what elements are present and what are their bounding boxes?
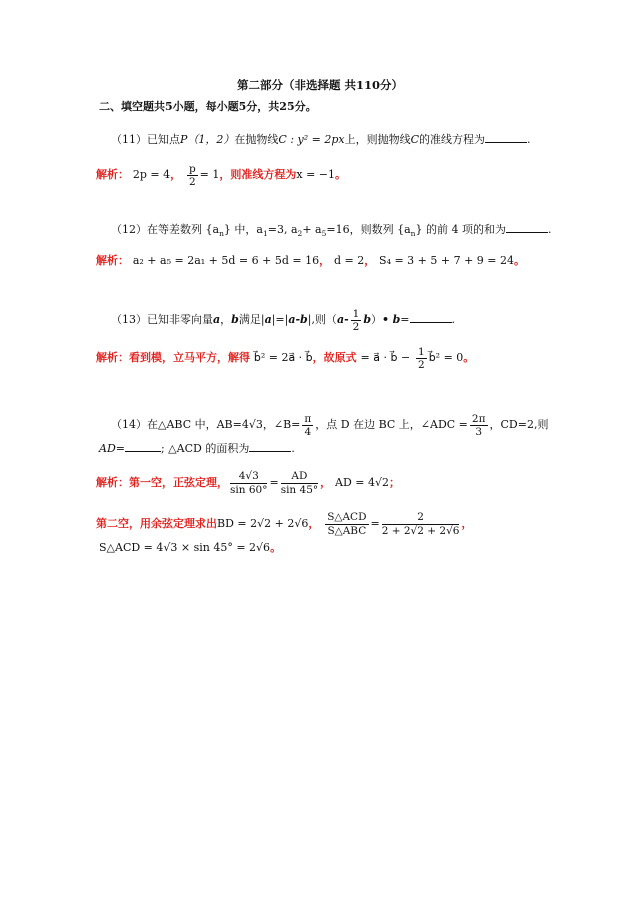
question-12 [111,222,552,241]
answer-14-part-1 [96,466,400,500]
q13-text: |,则（ [307,313,337,326]
answer-label: 解析：第一空，正弦定理， [96,476,228,489]
frac-den: 2 [352,320,360,333]
q12-text: =16，则数列 {a [326,223,411,236]
answer-blank[interactable] [410,312,452,323]
q12-text: + a [302,223,322,236]
a14-fraction [230,470,267,497]
vector-b: b [231,313,239,326]
question-13 [111,306,455,334]
q12-text: =3, a [267,223,298,236]
answer-11 [96,160,346,190]
q12-sub: 2 [297,229,303,239]
q14-text: ，CD=2,则 [489,418,549,431]
q13-dot: • [382,313,390,326]
a11-text: ，则准线方程为 [219,168,297,181]
answer-blank[interactable] [249,441,291,452]
a12-sum: S₄ = 3 + 5 + 7 + 9 = 24 [379,254,515,267]
frac-den: sin 60° [230,483,268,496]
a14-fraction [382,511,460,538]
a13-text: ，故原式 [312,351,357,364]
frac-num: 1 [418,345,425,358]
vector-a: a [336,313,345,326]
q11-end: . [527,133,531,146]
q14-fraction [302,413,313,438]
a13-end: 。 [463,351,475,364]
q12-sub: n [219,229,224,239]
answer-blank[interactable] [485,132,527,143]
a11-eq: = 1 [199,168,220,181]
answer-label: 解析：看到模，立马平方，解得 [96,351,250,364]
answer-14-part-2 [96,507,472,541]
q11-var: C [410,133,420,146]
a14-end: 。 [270,541,282,554]
frac-den: 2 [418,358,425,371]
answer-14-part-3 [99,541,281,555]
q12-sub: 1 [262,229,268,239]
frac-den: 3 [475,425,483,438]
a14-sep: ， [308,517,320,530]
a14-end: ； [388,476,400,489]
a14-sep: ， [461,517,473,530]
q12-sub: n [410,229,416,239]
frac-num: p [188,162,196,175]
q13-end: . [451,313,455,326]
a11-result: x = −1 [296,168,336,181]
frac-num: AD [281,470,318,484]
answer-13 [96,343,474,373]
q12-text: } 中，a [223,223,263,236]
section-heading: 二、填空题共5小题，每小题5分，共25分。 [99,100,317,113]
a14-eq: = [370,517,380,530]
frac-den: S△ABC [327,524,367,537]
q14-text: （14）在△ABC 中，AB=4√3，∠B= [111,418,301,431]
vector-a-minus-b: a-b [288,313,308,326]
q11-point: P（1，2） [180,133,235,146]
a14-fraction [325,511,368,538]
a12-sep: ， [319,254,331,267]
frac-num: 1 [352,307,360,320]
answer-12 [96,254,525,268]
q11-text: （11）已知点 [111,133,180,146]
q14-text: ; △ACD 的面积为 [160,442,250,455]
q14-text: ，点 D 在边 BC 上，∠ADC = [315,418,468,431]
frac-num: S△ACD [327,510,367,523]
answer-blank[interactable] [125,441,161,452]
q11-text: 上，则抛物线 [344,133,411,146]
a14-fraction [281,470,318,497]
a13-eq: b⃗² = 0 [428,351,464,364]
q12-sub: 5 [321,229,327,239]
frac-num: 4√3 [230,470,267,484]
a11-fraction [187,163,198,188]
a13-eq: b⃗² = 2a⃗ · b⃗ [253,351,313,364]
q13-text: 满足| [238,313,265,326]
answer-label: 第二空，用余弦定理求出 [96,517,217,530]
frac-den: 2 + 2√2 + 2√6 [381,524,460,537]
q14-fraction [470,413,488,438]
question-14-line-1 [111,410,548,440]
frac-den: sin 45° [280,483,319,496]
q12-end: . [548,223,552,236]
q13-text: ） [371,313,383,326]
a14-result: AD = 4√2 [335,476,389,489]
a12-sep: ， [364,254,376,267]
q12-text: } 的前 4 项的和为 [415,223,506,236]
a14-bd: BD = 2√2 + 2√6 [217,517,309,530]
q12-text: （12）在等差数列 {a [111,223,220,236]
q14-end: . [291,442,295,455]
q14-text: AD= [99,442,125,455]
vector-a: a [264,313,272,326]
answer-blank[interactable] [506,222,548,233]
frac-num: 2π [471,412,486,425]
answer-label: 解析： [96,254,129,267]
a14-eq: = [269,476,279,489]
vector-a: a [213,313,221,326]
frac-num: π [304,412,312,425]
a13-fraction [416,346,427,371]
a12-d: d = 2 [333,254,365,267]
q11-text: 在抛物线 [234,133,279,146]
q13-text: （13）已知非零向量 [111,313,213,326]
a11-end: 。 [335,168,347,181]
vector-b: b [363,313,372,326]
q11-curve: C : y² = 2px [278,133,345,146]
a11-sep: ， [170,168,182,181]
frac-num: 2 [382,511,460,525]
frac-den: 4 [304,425,312,438]
a13-eq: = a⃗ · b⃗ − [360,351,411,364]
q13-text: = [400,313,410,326]
answer-label: 解析： [96,168,129,181]
a14-sep: ， [320,476,332,489]
a14-area: S△ACD = 4√3 × sin 45° = 2√6 [99,541,271,554]
q13-fraction [351,308,362,333]
a11-eq: 2p = 4 [132,168,171,181]
q13-comma: ， [220,313,232,326]
page-title: 第二部分（非选择题 共110分） [236,78,403,92]
vector-b: b [392,313,401,326]
q13-minus: - [344,313,349,326]
frac-den: 2 [188,175,196,188]
a12-eq: a₂ + a₅ = 2a₁ + 5d = 6 + 5d = 16 [132,254,320,267]
q11-text: 的准线方程为 [419,133,486,146]
a12-end: 。 [514,254,526,267]
question-14-line-2 [99,441,295,456]
q13-text: |=| [271,313,289,326]
question-11 [111,132,531,147]
